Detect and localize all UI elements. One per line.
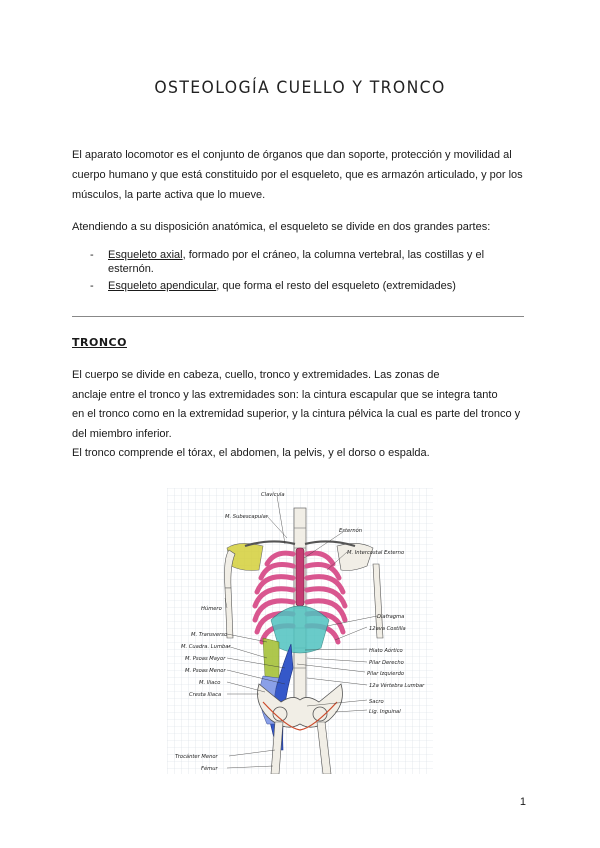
label-sacro: Sacro — [369, 699, 384, 705]
list-item — [90, 248, 510, 276]
list-item — [90, 279, 510, 293]
tronco-line: El tronco comprende el tórax, el abdomen, la pelvis, y el dorso o espalda. — [72, 447, 430, 459]
sternum — [296, 548, 304, 606]
label-iliaco: M. Iliaco — [199, 680, 221, 686]
label-humero: Húmero — [201, 606, 222, 612]
section-divider — [72, 316, 524, 317]
trunk-skeleton-illustration — [167, 488, 433, 774]
label-clavicula: Clavícula — [261, 492, 285, 498]
label-femur: Fémur — [201, 766, 218, 772]
label-pilar-izquierdo: Pilar Izquierdo — [367, 671, 405, 677]
page-number: 1 — [519, 796, 526, 808]
section-heading-tronco: TRONCO — [72, 336, 127, 349]
list-item-text: , formado por el cráneo, la columna vertebral, las costillas y el esternón. — [108, 249, 485, 275]
label-psoas-mayor: M. Psoas Mayor — [185, 656, 226, 662]
skeleton-parts-list — [90, 248, 510, 296]
label-cresta: Cresta Iliaca — [189, 692, 222, 698]
label-esternon: Esternón — [339, 528, 363, 534]
label-hiato: Hiato Aórtico — [369, 648, 403, 654]
label-intercostal: M. Intercostal Externo — [347, 550, 405, 556]
label-cuadrado: M. Cuadra. Lumbar — [181, 644, 231, 650]
label-psoas-menor: M. Psoas Menor — [185, 668, 226, 674]
appendicular-skeleton-term: Esqueleto apendicular — [108, 280, 217, 292]
tronco-line: El cuerpo se divide en cabeza, cuello, tronco y extremidades. Las zonas de — [72, 369, 440, 381]
page-title: OSTEOLOGÍA CUELLO Y TRONCO — [154, 78, 446, 98]
tronco-line: anclaje entre el tronco y las extremidades son: la cintura escapular que se integra tanto — [72, 388, 498, 401]
intro-paragraph: El aparato locomotor es el conjunto de órganos que dan soporte, protección y movilidad al cuerpo humano y que está constituido por el esqueleto, que es armazón articulado, y por los músculos, la parte activa que lo mueve. — [72, 149, 523, 201]
axial-skeleton-term: Esqueleto axial — [108, 249, 183, 261]
list-item-text: , que forma el resto del esqueleto (extremidades) — [216, 280, 456, 292]
tronco-line: en el tronco como en la extremidad superior, y la cintura pélvica la cual es parte del tronco y — [72, 408, 521, 420]
label-inguinal: Lig. Inguinal — [369, 709, 401, 715]
label-pilar-derecho: Pilar Derecho — [369, 660, 404, 666]
division-paragraph: Atendiendo a su disposición anatómica, el esqueleto se divide en dos grandes partes: — [72, 221, 491, 233]
label-diafragma: Diafragma — [377, 614, 405, 620]
label-subescapular: M. Subescapular — [225, 514, 268, 520]
list-dash: - — [90, 249, 94, 261]
tronco-paragraph — [72, 366, 542, 464]
label-trocanter: Trocánter Menor — [175, 754, 218, 760]
label-costilla: 12ava Costilla — [369, 626, 406, 632]
diaphragm — [271, 606, 329, 653]
label-vertebra: 12a Vértebra Lumbar — [369, 683, 425, 689]
list-dash: - — [90, 280, 94, 292]
quadratus-lumborum — [263, 638, 279, 680]
tronco-line: del miembro inferior. — [72, 427, 172, 440]
label-transverso: M. Transverso — [191, 632, 228, 638]
